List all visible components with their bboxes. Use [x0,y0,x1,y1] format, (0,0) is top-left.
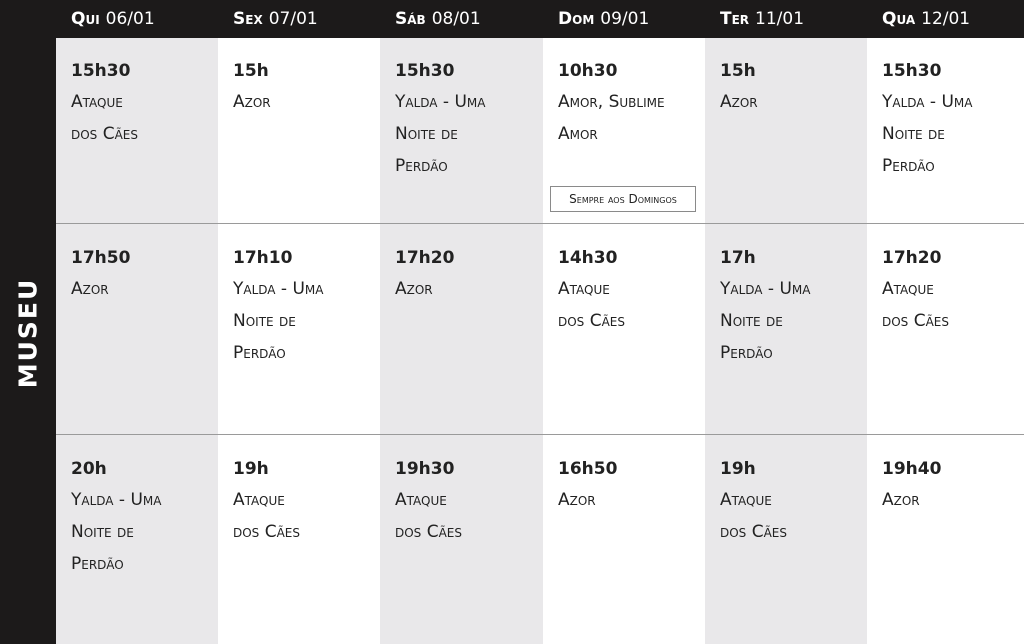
row-divider [56,223,1024,224]
film-title-line: Noite de [882,124,945,144]
day-name: Ter [720,9,750,29]
film-title [71,484,221,580]
film-title-line: Azor [882,490,920,510]
film-title-line: Yalda - Uma [395,92,486,112]
film-title [720,484,870,548]
film-title [233,484,383,548]
film-title [882,484,1024,516]
film-title-line: dos Cães [233,522,300,542]
venue-sidebar [0,0,56,644]
session-slot [71,247,221,305]
film-title-line: Perdão [720,343,773,363]
film-title-line: dos Cães [71,124,138,144]
session-slot [395,60,545,182]
session-time: 10h30 [558,61,618,81]
session-slot [233,60,383,118]
session-slot [720,60,870,118]
session-time: 17h20 [395,248,455,268]
session-slot [558,458,708,516]
day-date: 09/01 [600,9,650,29]
session-time: 17h [720,248,756,268]
day-name: Dom [558,9,595,29]
film-title-line: Azor [558,490,596,510]
session-slot [558,60,708,150]
days-header [56,0,1024,38]
film-title [558,273,708,337]
session-time: 15h30 [882,61,942,81]
film-title-line: Yalda - Uma [71,490,162,510]
day-date: 07/01 [268,9,318,29]
day-date: 08/01 [431,9,481,29]
film-title [720,273,870,369]
film-title-line: Ataque [71,92,123,112]
film-title-line: Ataque [233,490,285,510]
film-title [395,484,545,548]
day-name: Sex [233,9,263,29]
film-title-line: Ataque [720,490,772,510]
film-title-line: Ataque [882,279,934,299]
film-title-line: Azor [71,279,109,299]
session-tag: Sempre aos Domingos [550,186,696,212]
day-date: 11/01 [755,9,805,29]
film-title-line: Azor [233,92,271,112]
session-time: 14h30 [558,248,618,268]
row-divider [56,434,1024,435]
day-date: 06/01 [105,9,155,29]
film-title-line: dos Cães [558,311,625,331]
day-date: 12/01 [921,9,971,29]
film-title [71,273,221,305]
film-title-line: Perdão [395,156,448,176]
day-name: Qua [882,9,916,29]
session-slot [720,458,870,548]
day-name: Sáb [395,9,426,29]
session-slot [233,247,383,369]
film-title-line: Ataque [395,490,447,510]
film-title-line: dos Cães [882,311,949,331]
day-header [558,0,649,38]
session-slot [558,247,708,337]
film-title-line: Noite de [233,311,296,331]
film-title [558,86,708,150]
session-slot [71,60,221,150]
film-title-line: Perdão [71,554,124,574]
session-time: 19h40 [882,459,942,479]
film-title [395,86,545,182]
session-slot [720,247,870,369]
film-title-line: Azor [395,279,433,299]
day-header [720,0,804,38]
film-title-line: dos Cães [720,522,787,542]
session-time: 17h20 [882,248,942,268]
session-time: 20h [71,459,107,479]
session-time: 19h [233,459,269,479]
day-header [395,0,481,38]
film-title-line: Yalda - Uma [233,279,324,299]
session-time: 17h10 [233,248,293,268]
film-title-line: Yalda - Uma [720,279,811,299]
film-title-line: Ataque [558,279,610,299]
film-title-line: Amor, Sublime [558,92,665,112]
film-title-line: Amor [558,124,598,144]
session-slot [882,458,1024,516]
session-time: 16h50 [558,459,618,479]
film-title [233,86,383,118]
film-title-line: Perdão [882,156,935,176]
session-slot [395,247,545,305]
film-title [395,273,545,305]
film-title [71,86,221,150]
session-time: 19h30 [395,459,455,479]
session-time: 17h50 [71,248,131,268]
film-title-line: Noite de [395,124,458,144]
day-name: Qui [71,9,100,29]
film-title [233,273,383,369]
session-time: 15h [233,61,269,81]
session-time: 15h [720,61,756,81]
session-time: 15h30 [395,61,455,81]
film-title-line: Yalda - Uma [882,92,973,112]
day-header [882,0,970,38]
venue-label: MUSEU [13,277,43,389]
film-title [720,86,870,118]
film-title-line: dos Cães [395,522,462,542]
session-slot [882,60,1024,182]
session-slot [395,458,545,548]
session-time: 19h [720,459,756,479]
film-title [882,273,1024,337]
session-slot [882,247,1024,337]
day-header [233,0,318,38]
session-time: 15h30 [71,61,131,81]
day-header [71,0,155,38]
film-title [558,484,708,516]
film-title-line: Perdão [233,343,286,363]
session-slot [233,458,383,548]
film-title-line: Noite de [720,311,783,331]
session-slot [71,458,221,580]
film-title-line: Azor [720,92,758,112]
film-title [882,86,1024,182]
film-title-line: Noite de [71,522,134,542]
